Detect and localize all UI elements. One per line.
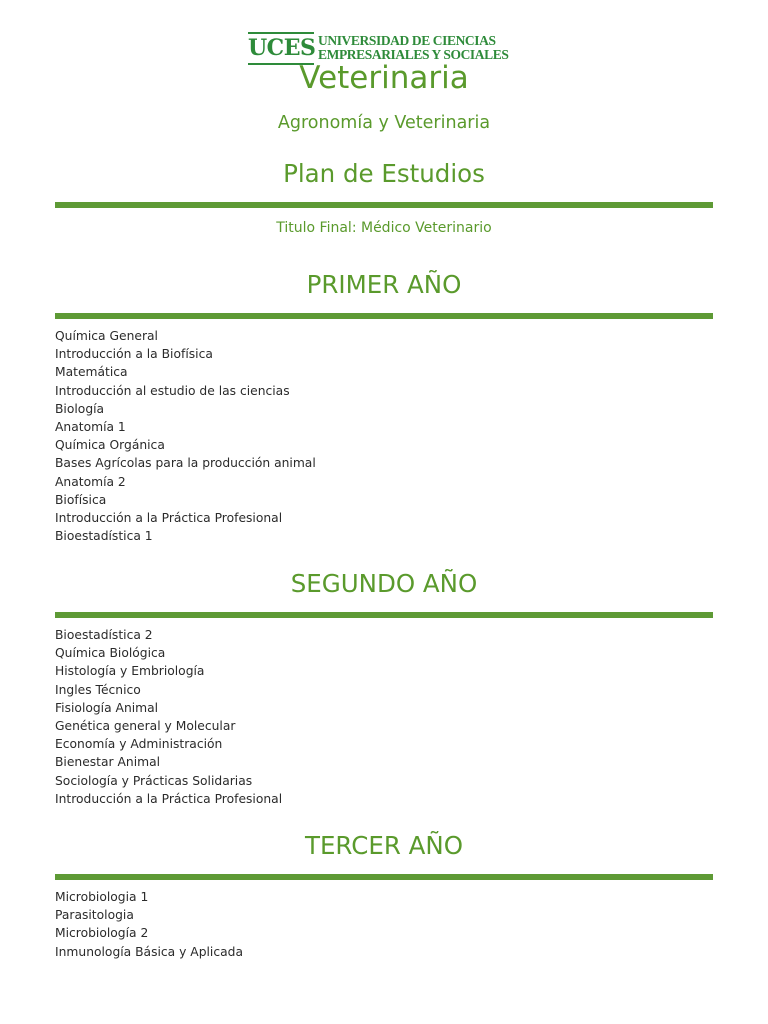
- course-list-primer: [55, 327, 713, 545]
- course-item: Economía y Administración: [55, 737, 223, 752]
- course-item: Matemática: [55, 365, 128, 380]
- year-heading-segundo: SEGUNDO AÑO: [290, 569, 478, 598]
- divider-tercer: [55, 874, 713, 880]
- course-item: Bioestadística 1: [55, 529, 153, 544]
- course-item: Microbiología 2: [55, 926, 149, 941]
- course-item: Microbiologia 1: [55, 890, 149, 904]
- course-item: Histología y Embriología: [55, 664, 205, 679]
- course-item: Parasitologia: [55, 908, 134, 923]
- university-name-line2: EMPRESARIALES Y SOCIALES: [318, 47, 509, 62]
- course-list-tercer: [55, 888, 713, 961]
- page-title: Veterinaria: [299, 60, 469, 96]
- divider-header: [55, 202, 713, 208]
- course-item: Introducción a la Práctica Profesional: [55, 511, 283, 526]
- course-item: Bases Agrícolas para la producción animal: [55, 456, 316, 471]
- course-item: Fisiología Animal: [55, 700, 159, 715]
- divider-segundo: [55, 612, 713, 618]
- year-heading-tercer: TERCER AÑO: [304, 831, 464, 860]
- divider-primer: [55, 313, 713, 319]
- course-item: Genética general y Molecular: [55, 719, 236, 734]
- course-item: Bioestadística 2: [55, 628, 153, 642]
- course-item: Química Orgánica: [55, 438, 165, 453]
- faculty-subtitle: Agronomía y Veterinaria: [277, 113, 491, 133]
- course-item: Bienestar Animal: [55, 755, 161, 770]
- university-name-line1: UNIVERSIDAD DE CIENCIAS: [318, 33, 496, 48]
- course-item: Inmunología Básica y Aplicada: [55, 944, 243, 959]
- course-item: Química General: [55, 329, 158, 343]
- year-heading-primer: PRIMER AÑO: [306, 270, 462, 299]
- course-item: Anatomía 2: [55, 474, 126, 489]
- course-item: Introducción al estudio de las ciencias: [55, 383, 290, 398]
- course-item: Anatomía 1: [55, 420, 126, 435]
- course-item: Biología: [55, 401, 105, 416]
- logo-line-top: [248, 32, 314, 34]
- logo-letters: UCES: [248, 35, 316, 61]
- course-item: Biofísica: [55, 492, 107, 507]
- course-list-segundo: [55, 626, 713, 808]
- course-item: Química Biológica: [55, 646, 166, 661]
- course-item: Ingles Técnico: [55, 682, 141, 697]
- course-item: Introducción a la Biofísica: [55, 347, 213, 362]
- course-item: Introducción a la Práctica Profesional: [55, 791, 283, 806]
- plan-title: Plan de Estudios: [283, 159, 485, 188]
- course-item: Sociología y Prácticas Solidarias: [55, 773, 253, 788]
- degree-title: Titulo Final: Médico Veterinario: [276, 220, 492, 236]
